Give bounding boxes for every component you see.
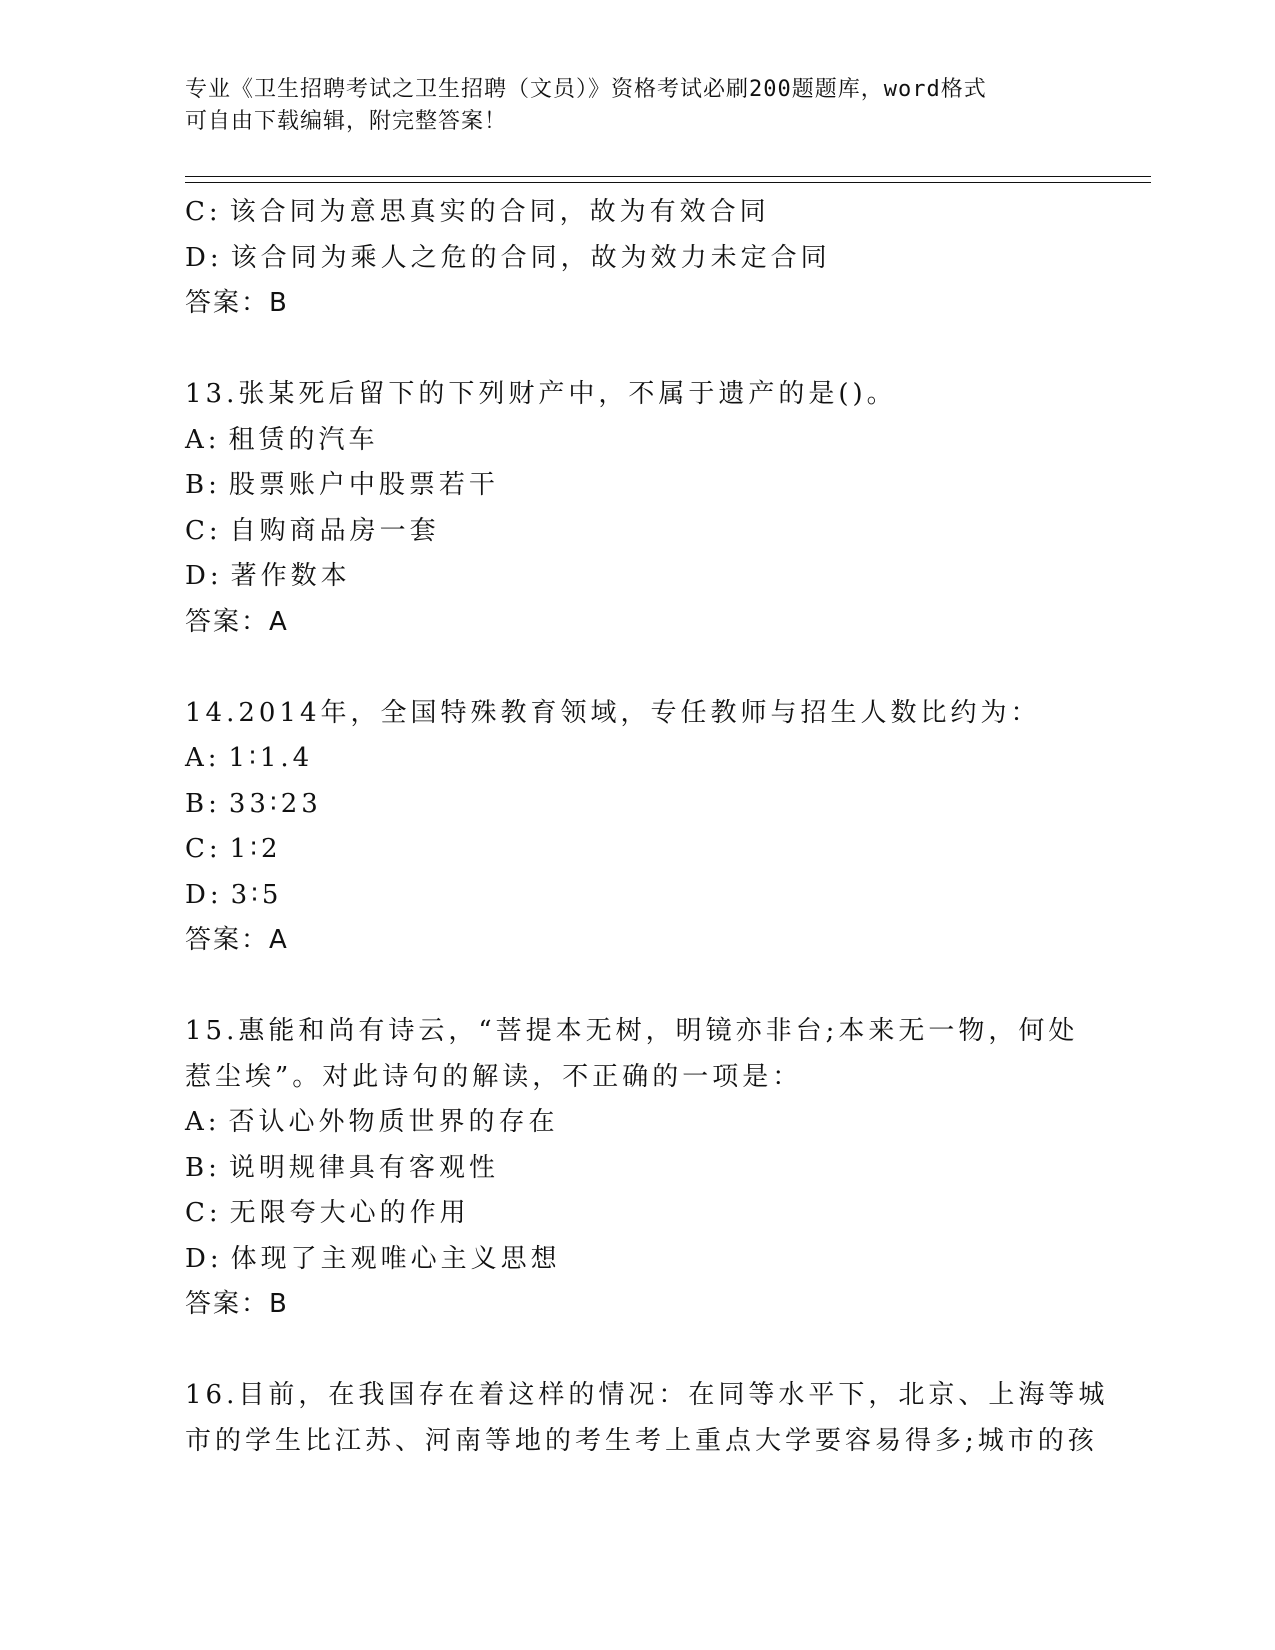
question-body — [185, 190, 1109, 1464]
option-b: B: 说明规律具有客观性 — [185, 1152, 499, 1183]
question-stem: 13.张某死后留下的下列财产中，不属于遗产的是()。 — [185, 379, 897, 409]
option-c: C: 1∶2 — [185, 834, 282, 864]
option-c: C: 无限夸大心的作用 — [185, 1198, 470, 1228]
option-c: C: 该合同为意思真实的合同，故为有效合同 — [185, 197, 770, 227]
option-a: A: 1∶1.4 — [185, 743, 314, 773]
option-b: B: 股票账户中股票若干 — [185, 470, 499, 500]
header-line-2: 可自由下载编辑，附完整答案！ — [185, 109, 508, 134]
question-stem: 14.2014年，全国特殊教育领域，专任教师与招生人数比约为： — [185, 697, 1041, 728]
option-a: A: 否认心外物质世界的存在 — [185, 1107, 559, 1137]
answer-line: 答案：B — [185, 1289, 289, 1319]
option-b: B: 33∶23 — [185, 788, 322, 819]
option-a: A: 租赁的汽车 — [185, 424, 379, 455]
header-line-1: 专业《卫生招聘考试之卫生招聘（文员）》资格考试必刷200题题库，word格式 — [185, 77, 987, 102]
answer-line: 答案：A — [185, 606, 289, 637]
option-d: D: 体现了主观唯心主义思想 — [185, 1243, 561, 1274]
option-d: D: 该合同为乘人之危的合同，故为效力未定合同 — [185, 242, 831, 273]
document-header — [185, 74, 1065, 138]
question-stem: 15.惠能和尚有诗云，“菩提本无树，明镜亦非台;本来无一物，何处 — [185, 1016, 1079, 1046]
option-d: D: 3∶5 — [185, 879, 283, 910]
header-rule-bottom — [185, 182, 1151, 183]
question-stem-continued: 市的学生比江苏、河南等地的考生考上重点大学要容易得多;城市的孩 — [185, 1425, 1098, 1456]
answer-line: 答案：B — [185, 288, 289, 318]
question-stem: 16.目前，在我国存在着这样的情况：在同等水平下，北京、上海等城 — [185, 1380, 1109, 1410]
option-d: D: 著作数本 — [185, 561, 351, 591]
question-stem-continued: 惹尘埃”。对此诗句的解读，不正确的一项是： — [185, 1061, 803, 1092]
answer-line: 答案：A — [185, 925, 289, 955]
header-rule-top — [185, 176, 1151, 177]
option-c: C: 自购商品房一套 — [185, 515, 440, 546]
